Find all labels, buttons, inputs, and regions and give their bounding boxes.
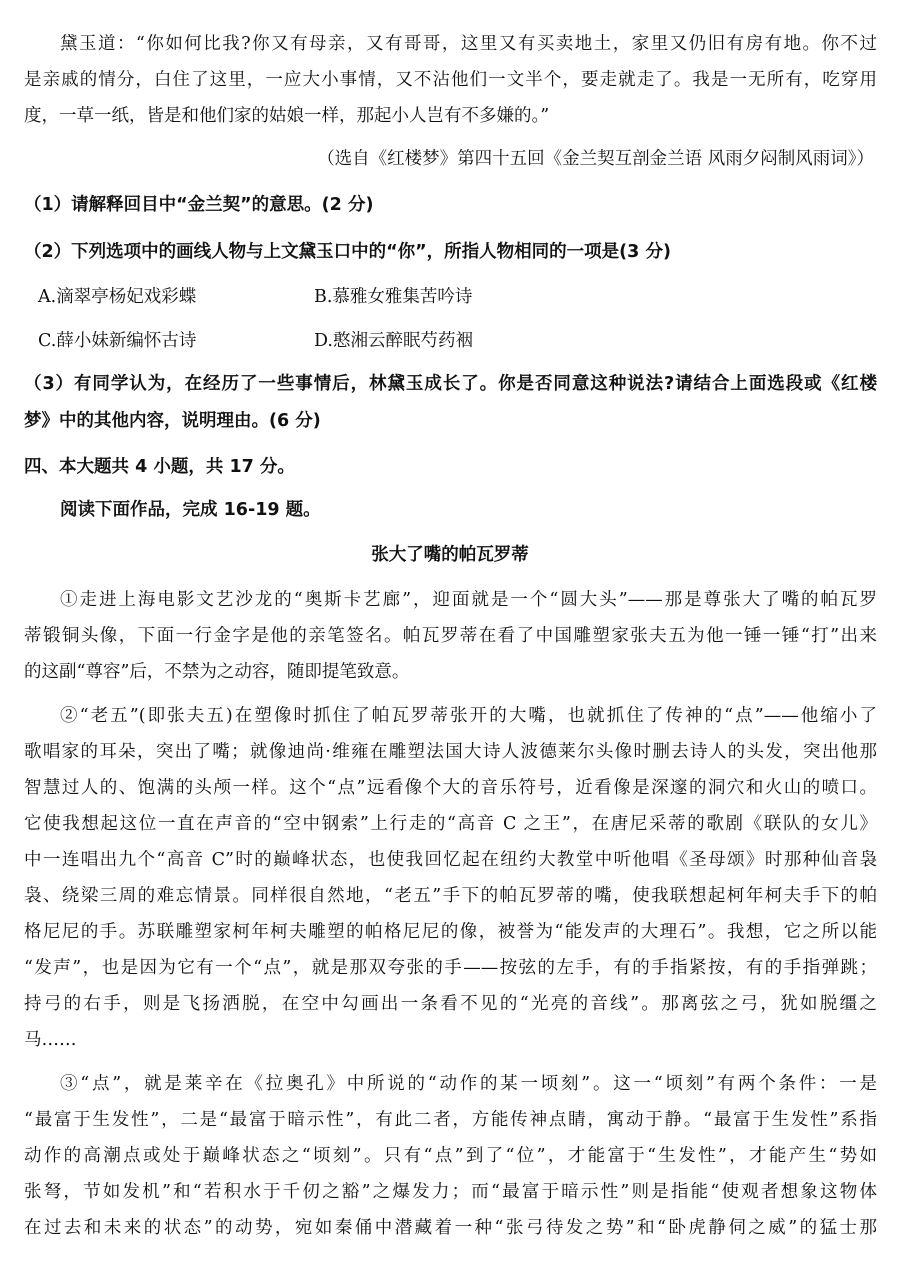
article-p2-line-3: 智慧过人的、饱满的头颅一样。这个“点”远看像个大的音乐符号，近看像是深邃的洞穴和火山的喷口。 <box>24 778 877 798</box>
passage-line-2: 是亲戚的情分，白住了这里，一应大小事情，又不沾他们一文半个，要走就走了。我是一无所有，吃穿用 <box>24 70 877 90</box>
article-p2-line-2: 歌唱家的耳朵，突出了嘴；就像迪尚·维雍在雕塑法国大诗人波德莱尔头像时删去诗人的头发，突出他那 <box>24 742 877 762</box>
article-p3-line-3: 动作的高潮点或处于巅峰状态之“顷刻”。只有“点”到了“位”，才能富于“生发性”，才能产生“势如 <box>24 1146 877 1166</box>
option-b: B.慕雅女雅集苦吟诗 <box>314 287 473 307</box>
article-p3-line-1: ③“点”，就是莱辛在《拉奥孔》中所说的“动作的某一顷刻”。这一“顷刻”有两个条件：一是 <box>60 1074 877 1094</box>
question-2: （2）下列选项中的画线人物与上文黛玉口中的“你”，所指人物相同的一项是(3 分) <box>24 242 671 262</box>
article-p1-line-1: ①走进上海电影文艺沙龙的“奥斯卡艺廊”，迎面就是一个“圆大头”——那是尊张大了嘴的帕瓦罗 <box>60 590 877 610</box>
passage-source: （选自《红楼梦》第四十五回《金兰契互剖金兰语 风雨夕闷制风雨词》） <box>317 149 874 169</box>
article-p2-line-1: ②“老五”(即张夫五)在塑像时抓住了帕瓦罗蒂张开的大嘴，也就抓住了传神的“点”——他缩小了 <box>60 706 877 726</box>
option-c: C.薛小妹新编怀古诗 <box>38 331 197 351</box>
option-a: A.滴翠亭杨妃戏彩蝶 <box>38 287 197 307</box>
article-p2-line-7: 格尼尼的手。苏联雕塑家柯年柯夫雕塑的帕格尼尼的像，被誉为“能发声的大理石”。我想，它之所以能 <box>24 922 877 942</box>
question-1: （1）请解释回目中“金兰契”的意思。(2 分) <box>24 195 374 215</box>
article-p3-line-5: 在过去和未来的状态”的动势，宛如秦俑中潜藏着一种“张弓待发之势”和“卧虎静伺之威”的猛士那 <box>24 1218 877 1238</box>
article-p2-line-9: 持弓的右手，则是飞扬洒脱，在空中勾画出一条看不见的“光亮的音线”。那离弦之弓，犹如脱缰之 <box>24 994 877 1014</box>
option-d: D.憨湘云醉眠芍药裀 <box>314 331 473 351</box>
question-3-line-1: （3）有同学认为，在经历了一些事情后，林黛玉成长了。你是否同意这种说法?请结合上面选段或《红楼 <box>24 374 877 394</box>
article-p2-line-8: “发声”，也是因为它有一个“点”，就是那双夸张的手——按弦的左手，有的手指紧按，有的手指弹跳； <box>24 958 877 978</box>
article-p1-line-2: 蒂锻铜头像，下面一行金字是他的亲笔签名。帕瓦罗蒂在看了中国雕塑家张夫五为他一锤一锤“打”出来 <box>24 626 877 646</box>
passage-line-1: 黛玉道：“你如何比我?你又有母亲，又有哥哥，这里又有买卖地土，家里又仍旧有房有地。你不过 <box>60 34 877 54</box>
article-p3-line-4: 张弩，节如发机”和“若积水于千仞之豁”之爆发力；而“最富于暗示性”则是指能“使观者想象这物体 <box>24 1182 877 1202</box>
article-p3-line-2: “最富于生发性”，二是“最富于暗示性”，有此二者，方能传神点睛，寓动于静。“最富于生发性”系指 <box>24 1110 877 1130</box>
section-heading: 四、本大题共 4 小题，共 17 分。 <box>24 457 295 477</box>
section-instruction: 阅读下面作品，完成 16-19 题。 <box>60 500 321 520</box>
article-p2-line-5: 中一连唱出九个“高音 C”时的巅峰状态，也使我回忆起在纽约大教堂中听他唱《圣母颂》时那种仙音袅 <box>24 850 877 870</box>
passage-line-3: 度，一草一纸，皆是和他们家的姑娘一样，那起小人岂有不多嫌的。” <box>24 106 550 126</box>
article-p2-line-4: 它使我想起这位一直在声音的“空中钢索”上行走的“高音 C 之王”，在唐尼采蒂的歌剧《联队的女儿》 <box>24 814 877 834</box>
article-p2-line-10: 马…… <box>24 1030 77 1050</box>
article-title: 张大了嘴的帕瓦罗蒂 <box>371 545 529 565</box>
article-p1-line-3: 的这副“尊容”后，不禁为之动容，随即提笔致意。 <box>24 662 410 682</box>
article-p2-line-6: 袅、绕梁三周的难忘情景。同样很自然地，“老五”手下的帕瓦罗蒂的嘴，使我联想起柯年柯夫手下的帕 <box>24 886 877 906</box>
question-3-line-2: 梦》中的其他内容，说明理由。(6 分) <box>24 411 321 431</box>
